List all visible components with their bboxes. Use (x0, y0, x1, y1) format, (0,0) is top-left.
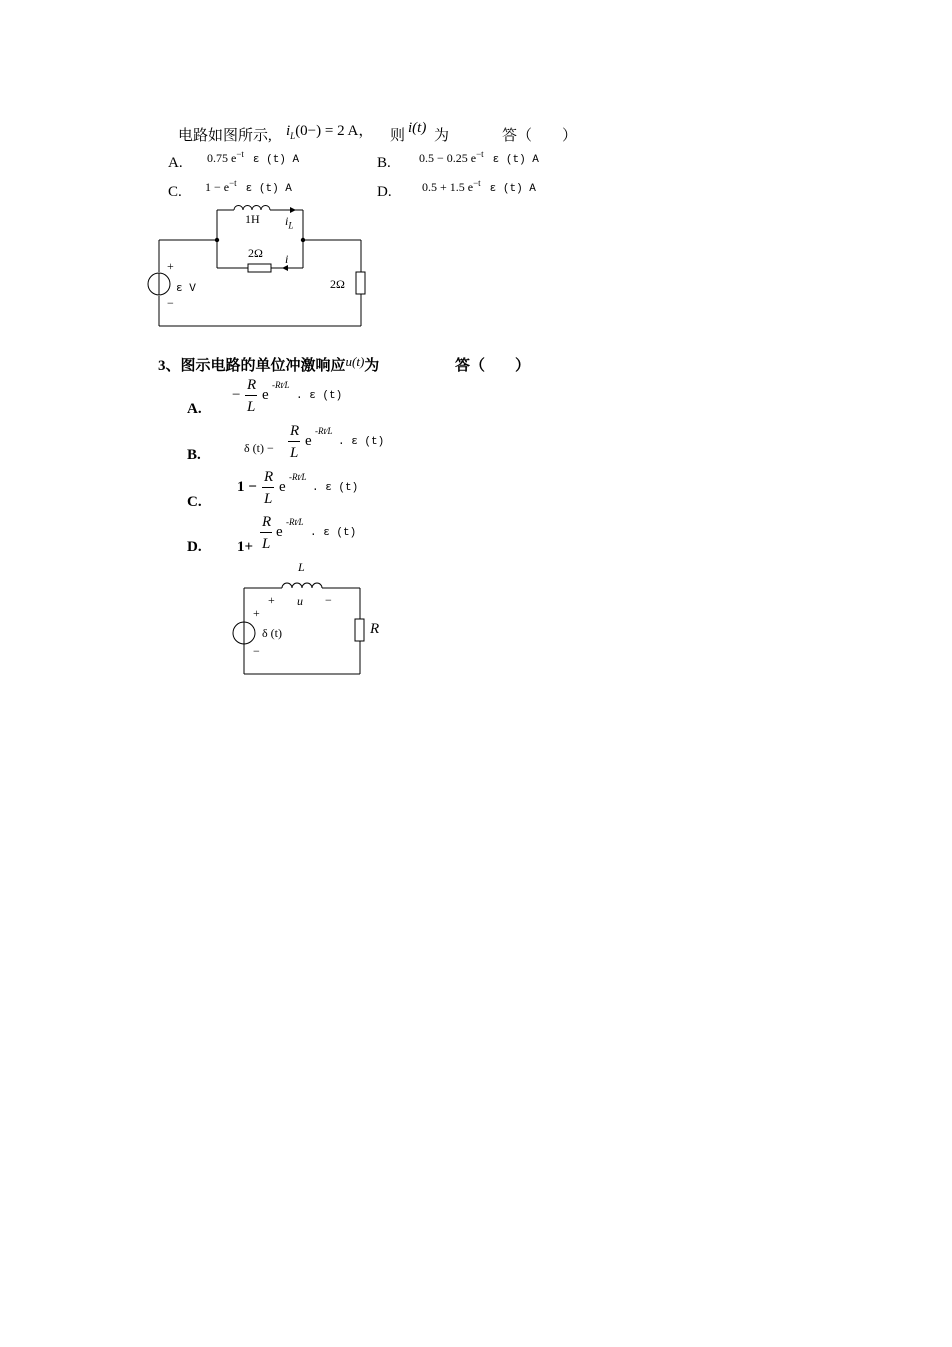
q2-answer-blank: 答（ ） (502, 128, 578, 144)
iL-arrow (290, 207, 296, 213)
q2-stem-then: 则 (390, 128, 406, 144)
fraction-bar (260, 532, 272, 533)
inductor-1h (234, 206, 270, 211)
node-left (215, 238, 219, 242)
q3-resistor-label: R (370, 621, 380, 637)
q2-option-a: A. (168, 155, 183, 171)
q3-source-plus: + (253, 606, 260, 620)
q3-option-b: B. (187, 447, 201, 463)
q3-stem: 3、图示电路的单位冲激响应u(t)为 (158, 354, 380, 374)
q2-option-d-expr: 0.5 + 1.5 $e^{-t}$ ε (t) A (422, 178, 536, 195)
q2-option-d: D. (377, 184, 392, 200)
q3-source-label: δ (t) (262, 626, 282, 640)
q2-inner-resistor-label: 2Ω (248, 246, 263, 260)
q2-stem-text: 电路如图所示, (178, 128, 272, 144)
q2-inductor-label: 1H (245, 212, 260, 226)
q2-source-minus: − (167, 296, 174, 310)
q3-u-minus: − (325, 593, 332, 607)
q2-option-b-expr: 0.5 − 0.25 $e^{-t}$ ε (t) A (419, 149, 539, 166)
q2-iL-label: $i_L$ (285, 214, 294, 231)
q3-u-label: u (297, 594, 303, 608)
q2-option-c-expr: $1 - e^{-t}$ ε (t) A (205, 178, 292, 195)
resistor-outer (356, 272, 365, 294)
q3-option-a: A. (187, 401, 202, 417)
q2-option-a-expr: 0.75 $e^{-t}$ ε (t) A (207, 149, 300, 166)
q3-source-minus: − (253, 644, 260, 658)
node-right (301, 238, 305, 242)
q3-answer-blank: 答（ ） (455, 358, 531, 374)
resistor-inner (248, 264, 271, 272)
q3-option-d: D. (187, 539, 202, 555)
q2-outer-resistor-label: 2Ω (330, 277, 345, 291)
q2-stem-it: i(t) (408, 120, 427, 136)
q2-stem-post: 为 (434, 128, 450, 144)
q3-option-c: C. (187, 494, 202, 510)
q2-option-b: B. (377, 155, 391, 171)
fraction-bar (262, 487, 274, 488)
q2-source-label: ε V (176, 283, 196, 295)
q3-inductor-label: L (298, 560, 305, 574)
q2-option-c: C. (168, 184, 182, 200)
q2-i-label: i (285, 252, 289, 266)
fraction-bar (288, 441, 300, 442)
q2-stem-cond: $i_L(0-) = 2$ A， (286, 123, 374, 141)
q3-u-plus: + (268, 593, 275, 607)
q2-source-plus: + (167, 259, 174, 273)
fraction-bar (245, 395, 257, 396)
